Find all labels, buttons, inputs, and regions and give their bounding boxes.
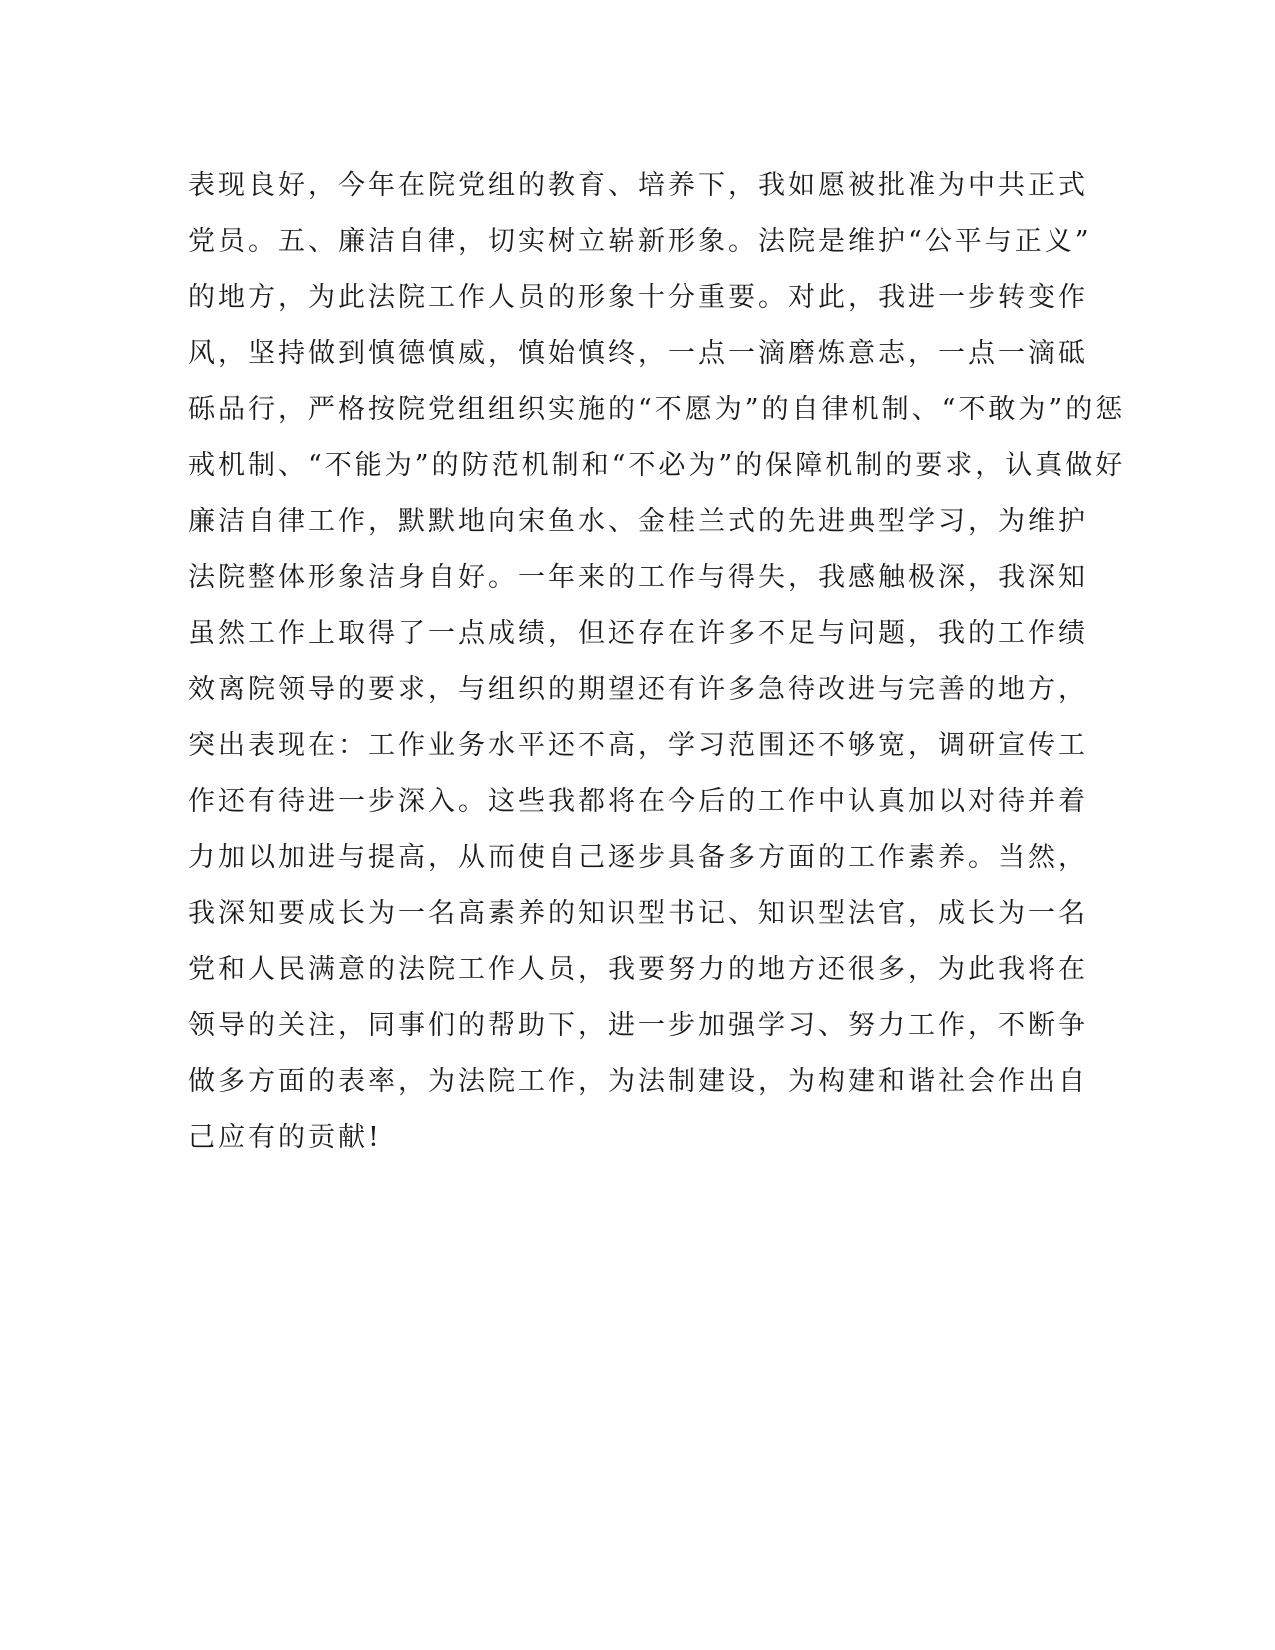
text-line: 党员。五、廉洁自律，切实树立崭新形象。法院是维护“公平与正义” — [188, 226, 1092, 257]
text-line: 戒机制、“不能为”的防范机制和“不必为”的保障机制的要求，认真做好 — [188, 450, 1126, 481]
text-line: 砾品行，严格按院党组组织实施的“不愿为”的自律机制、“不敢为”的惩 — [188, 394, 1126, 425]
text-line: 廉洁自律工作，默默地向宋鱼水、金桂兰式的先进典型学习，为维护 — [188, 506, 1088, 537]
text-line: 风，坚持做到慎德慎威，慎始慎终，一点一滴磨炼意志，一点一滴砥 — [188, 338, 1088, 369]
text-line: 法院整体形象洁身自好。一年来的工作与得失，我感触极深，我深知 — [188, 562, 1088, 593]
text-line: 表现良好，今年在院党组的教育、培养下，我如愿被批准为中共正式 — [188, 170, 1088, 201]
text-line: 突出表现在：工作业务水平还不高，学习范围还不够宽，调研宣传工 — [188, 730, 1088, 761]
text-line: 领导的关注，同事们的帮助下，进一步加强学习、努力工作，不断争 — [188, 1010, 1088, 1041]
body-paragraph — [188, 158, 1126, 1166]
text-line: 效离院领导的要求，与组织的期望还有许多急待改进与完善的地方， — [188, 674, 1088, 705]
text-line: 己应有的贡献! — [188, 1122, 382, 1153]
text-line: 党和人民满意的法院工作人员，我要努力的地方还很多，为此我将在 — [188, 954, 1088, 985]
text-line: 的地方，为此法院工作人员的形象十分重要。对此，我进一步转变作 — [188, 282, 1088, 313]
text-line: 我深知要成长为一名高素养的知识型书记、知识型法官，成长为一名 — [188, 898, 1088, 929]
text-line: 作还有待进一步深入。这些我都将在今后的工作中认真加以对待并着 — [188, 786, 1088, 817]
text-line: 力加以加进与提高，从而使自己逐步具备多方面的工作素养。当然， — [188, 842, 1088, 873]
text-line: 虽然工作上取得了一点成绩，但还存在许多不足与问题，我的工作绩 — [188, 618, 1088, 649]
text-line: 做多方面的表率，为法院工作，为法制建设，为构建和谐社会作出自 — [188, 1066, 1088, 1097]
